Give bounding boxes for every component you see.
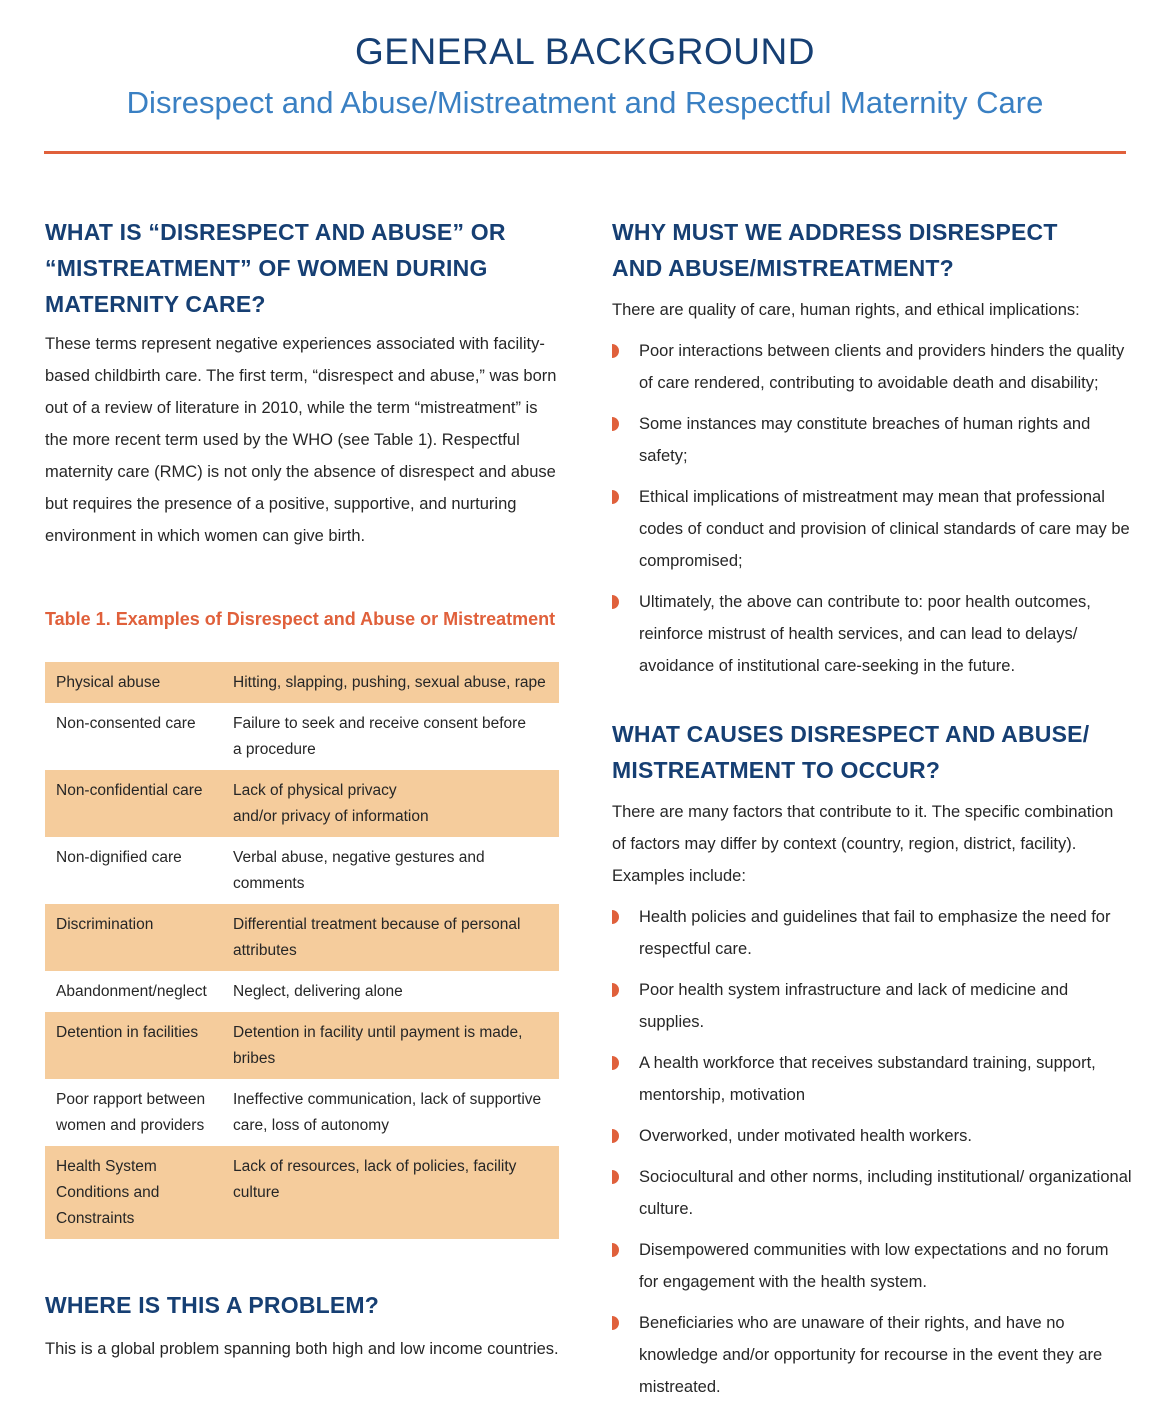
list-item xyxy=(612,408,1132,472)
table-row xyxy=(45,904,559,971)
list-item xyxy=(612,586,1132,682)
table-cell-category: Abandonment/neglect xyxy=(56,983,207,1000)
table-caption: Table 1. Examples of Disrespect and Abuse or Mistreatment xyxy=(45,609,556,629)
list-item-text: Sociocultural and other norms, including institutional/ organizational culture. xyxy=(639,1168,1132,1218)
why-bullet-list xyxy=(612,335,1132,682)
table-cell-example: Failure to seek and receive consent before a procedure xyxy=(233,715,526,758)
examples-table xyxy=(45,662,559,1239)
bullet-icon xyxy=(612,595,619,609)
section-intro-why: There are quality of care, human rights, and ethical implications: xyxy=(612,301,1080,319)
table-row xyxy=(45,770,559,837)
list-item xyxy=(612,481,1132,577)
bullet-icon xyxy=(612,344,619,358)
left-column xyxy=(45,214,560,1365)
table-cell-category: Non-dignified care xyxy=(56,849,182,866)
table-cell-example: Ineffective communication, lack of supportive care, loss of autonomy xyxy=(233,1091,542,1134)
bullet-icon xyxy=(612,1056,619,1070)
list-item-text: Some instances may constitute breaches of human rights and safety; xyxy=(639,415,1091,465)
list-item-text: Ethical implications of mistreatment may mean that professional codes of conduct and provision of clinical standards of care may be compromised; xyxy=(639,488,1130,570)
page-title: GENERAL BACKGROUND xyxy=(355,31,815,72)
section-heading-causes: WHAT CAUSES DISRESPECT AND ABUSE/ MISTREATMENT TO OCCUR? xyxy=(612,721,1090,783)
list-item-text: Disempowered communities with low expectations and no forum for engagement with the health system. xyxy=(639,1241,1109,1291)
table-row xyxy=(45,662,559,703)
bullet-icon xyxy=(612,983,619,997)
section-body-where: This is a global problem spanning both high and low income countries. xyxy=(45,1340,559,1358)
table-cell-example: Lack of physical privacy and/or privacy of information xyxy=(233,770,559,837)
list-item-text: Poor interactions between clients and providers hinders the quality of care rendered, contributing to avoidable death and disability; xyxy=(639,342,1125,392)
list-item xyxy=(612,974,1132,1038)
bullet-icon xyxy=(612,1129,619,1143)
section-body-what-is: These terms represent negative experiences associated with facility-based childbirth care. The first term, “disrespect and abuse,” was born out of a review of literature in 2010, while the term “mistreatment” is the more recent term used by the WHO (see Table 1). Respectful maternity care (RMC) is not only the absence of disrespect and abuse but requires the presence of a positive, supportive, and nurturing environment in which women can give birth. xyxy=(45,335,557,545)
bullet-icon xyxy=(612,1243,619,1257)
list-item xyxy=(612,901,1132,965)
table-cell-category: Physical abuse xyxy=(45,662,233,703)
bullet-icon xyxy=(612,490,619,504)
list-item xyxy=(612,1161,1132,1225)
table-row xyxy=(45,971,559,1012)
table-cell-category: Non-consented care xyxy=(56,715,196,732)
table-row xyxy=(45,837,559,904)
section-heading-why: WHY MUST WE ADDRESS DISRESPECT AND ABUSE/MISTREATMENT? xyxy=(612,219,1058,281)
list-item-text: A health workforce that receives substandard training, support, mentorship, motivation xyxy=(639,1054,1096,1104)
header-divider xyxy=(44,151,1126,154)
table-row xyxy=(45,1146,559,1239)
list-item-text: Poor health system infrastructure and lack of medicine and supplies. xyxy=(639,981,1069,1031)
causes-bullet-list xyxy=(612,901,1132,1403)
table-cell-example: Hitting, slapping, pushing, sexual abuse, rape xyxy=(233,662,559,703)
table-cell-example: Lack of resources, lack of policies, facility culture xyxy=(233,1146,559,1239)
list-item-text: Beneficiaries who are unaware of their rights, and have no knowledge and/or opportunity for recourse in the event they are mistreated. xyxy=(639,1314,1103,1396)
list-item xyxy=(612,1047,1132,1111)
section-heading-what-is: WHAT IS “DISRESPECT AND ABUSE” OR “MISTREATMENT” OF WOMEN DURING MATERNITY CARE? xyxy=(45,219,506,317)
section-heading-where: WHERE IS THIS A PROBLEM? xyxy=(45,1292,380,1318)
table-cell-category: Discrimination xyxy=(45,904,233,971)
list-item xyxy=(612,1307,1132,1403)
table-cell-example: Verbal abuse, negative gestures and comments xyxy=(233,849,485,892)
table-cell-category: Health System Conditions and Constraints xyxy=(45,1146,233,1239)
table-cell-category: Poor rapport between women and providers xyxy=(56,1091,206,1134)
list-item-text: Overworked, under motivated health workers. xyxy=(639,1127,972,1145)
table-cell-example: Detention in facility until payment is made, bribes xyxy=(233,1012,559,1079)
right-column xyxy=(612,214,1132,1403)
bullet-icon xyxy=(612,1316,619,1330)
table-row xyxy=(45,1012,559,1079)
bullet-icon xyxy=(612,910,619,924)
bullet-icon xyxy=(612,1170,619,1184)
list-item xyxy=(612,335,1132,399)
table-cell-category: Non-confidential care xyxy=(45,770,233,837)
page-header xyxy=(44,28,1126,124)
list-item xyxy=(612,1120,1132,1152)
table-cell-category: Detention in facilities xyxy=(45,1012,233,1079)
table-row xyxy=(45,703,559,770)
table-row xyxy=(45,1079,559,1146)
list-item xyxy=(612,1234,1132,1298)
table-cell-example: Neglect, delivering alone xyxy=(233,983,403,1000)
list-item-text: Ultimately, the above can contribute to: poor health outcomes, reinforce mistrust of health services, and can lead to delays/ avoidance of institutional care-seeking in the future. xyxy=(639,593,1091,675)
list-item-text: Health policies and guidelines that fail to emphasize the need for respectful care. xyxy=(639,908,1111,958)
section-intro-causes: There are many factors that contribute to it. The specific combination of factors may differ by context (country, region, district, facility). Examples include: xyxy=(612,803,1114,885)
table-cell-example: Differential treatment because of personal attributes xyxy=(233,904,559,971)
page-subtitle: Disrespect and Abuse/Mistreatment and Respectful Maternity Care xyxy=(126,85,1044,120)
bullet-icon xyxy=(612,417,619,431)
